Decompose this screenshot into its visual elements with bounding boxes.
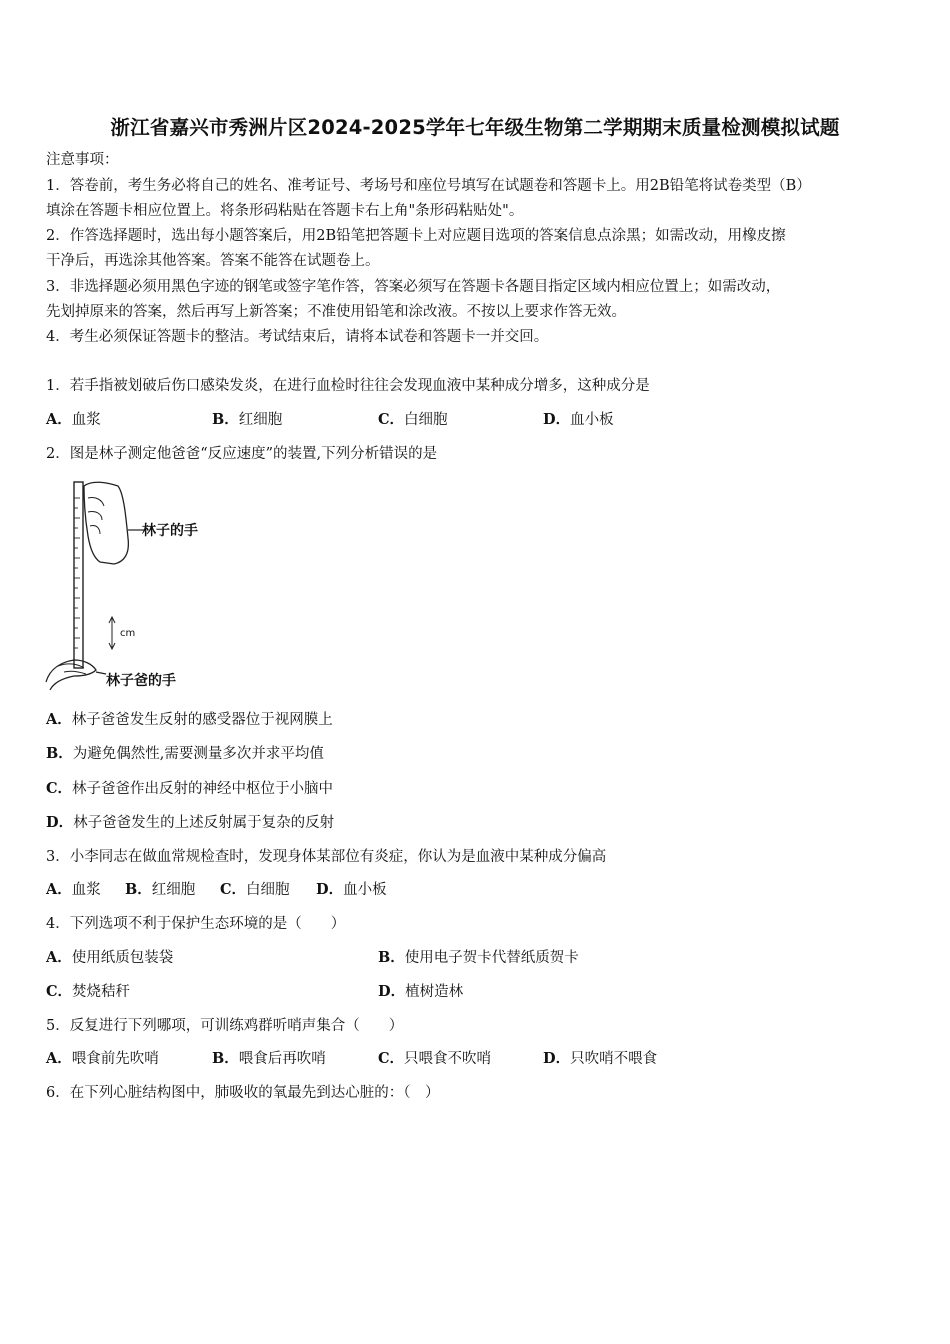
- question-stem-1: 1．若手指被划破后伤口感染发炎，在进行血检时往往会发现血液中某种成分增多，这种成分是: [46, 378, 650, 394]
- figure-unit-label: cm: [120, 628, 136, 639]
- notes-line: 4．考生必须保证答题卡的整洁。考试结束后，请将本试卷和答题卡一并交回。: [46, 329, 549, 345]
- option-3b: B．红细胞: [125, 881, 196, 898]
- option-5a: A．喂食前先吹哨: [46, 1050, 159, 1067]
- question-stem-3: 3．小李同志在做血常规检查时，发现身体某部位有炎症，你认为是血液中某种成分偏高: [46, 849, 607, 865]
- option-2d: D．林子爸爸发生的上述反射属于复杂的反射: [46, 814, 335, 831]
- notes-line: 1．答卷前，考生务必将自己的姓名、准考证号、考场号和座位号填写在试题卷和答题卡上。用2B铅笔将试卷类型（B）: [46, 178, 811, 194]
- option-3c: C．白细胞: [220, 881, 290, 898]
- notes-line: 3．非选择题必须用黑色字迹的钢笔或签字笔作答，答案必须写在答题卡各题目指定区域内相应位置上；如需改动，: [46, 279, 781, 295]
- option-5b: B．喂食后再吹哨: [212, 1050, 326, 1067]
- question-stem-2: 2．图是林子测定他爸爸“反应速度”的装置,下列分析错误的是: [46, 446, 438, 462]
- question-stem-4: 4．下列选项不利于保护生态环境的是（ ）: [46, 916, 346, 932]
- option-3d: D．血小板: [316, 881, 387, 898]
- question-stem-5: 5．反复进行下列哪项，可训练鸡群听哨声集合（ ）: [46, 1018, 404, 1034]
- option-1b: B．红细胞: [212, 411, 283, 428]
- figure-label-top: 林子的手: [142, 523, 198, 539]
- option-2b: B．为避免偶然性,需要测量多次并求平均值: [46, 745, 324, 762]
- option-4d: D．植树造林: [378, 983, 464, 1000]
- option-3a: A．血浆: [46, 881, 101, 898]
- ruler-reaction-figure: [44, 478, 244, 693]
- option-4b: B．使用电子贺卡代替纸质贺卡: [378, 949, 579, 966]
- notes-line: 填涂在答题卡相应位置上。将条形码粘贴在答题卡右上角"条形码粘贴处"。: [46, 203, 524, 219]
- option-2a: A．林子爸爸发生反射的感受器位于视网膜上: [46, 711, 333, 728]
- option-2c: C．林子爸爸作出反射的神经中枢位于小脑中: [46, 780, 334, 797]
- option-4c: C．焚烧秸秆: [46, 983, 131, 1000]
- option-5c: C．只喂食不吹哨: [378, 1050, 492, 1067]
- figure-label-bottom: 林子爸的手: [106, 673, 176, 689]
- notes-line: 先划掉原来的答案，然后再写上新答案；不准使用铅笔和涂改液。不按以上要求作答无效。: [46, 304, 626, 320]
- notes-line: 2．作答选择题时，选出每小题答案后，用2B铅笔把答题卡上对应题目选项的答案信息点涂黑；如需改动，用橡皮擦: [46, 228, 786, 244]
- option-5d: D．只吹哨不喂食: [543, 1050, 658, 1067]
- notes-line: 干净后，再选涂其他答案。答案不能答在试题卷上。: [46, 253, 380, 269]
- ruler-drawing: [44, 478, 244, 693]
- page-title: 浙江省嘉兴市秀洲片区2024-2025学年七年级生物第二学期期末质量检测模拟试题: [110, 116, 840, 139]
- notes-heading: 注意事项：: [46, 152, 119, 168]
- option-1c: C．白细胞: [378, 411, 448, 428]
- option-1a: A．血浆: [46, 411, 101, 428]
- question-stem-6: 6．在下列心脏结构图中，肺吸收的氧最先到达心脏的：（ ）: [46, 1085, 440, 1101]
- option-4a: A．使用纸质包装袋: [46, 949, 174, 966]
- option-1d: D．血小板: [543, 411, 614, 428]
